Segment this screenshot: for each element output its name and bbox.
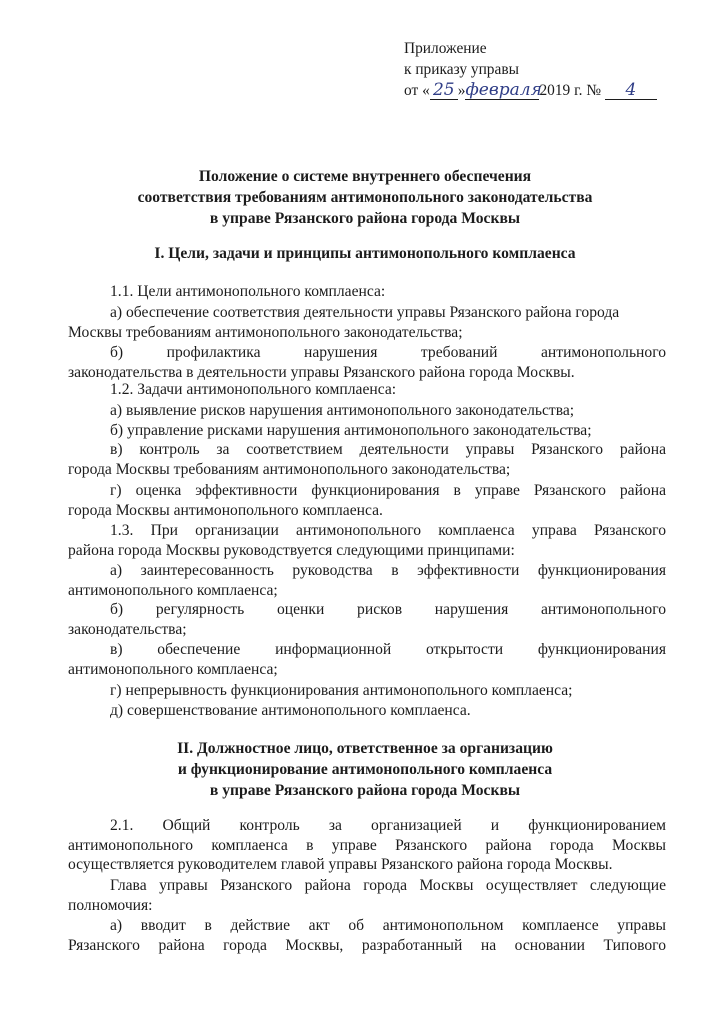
paragraph-line: осуществляется руководителем главой управы Рязанского района города Москвы. bbox=[68, 856, 613, 873]
heading-line: и функционирование антимонопольного комплаенса bbox=[177, 761, 553, 778]
heading-line: II. Должностное лицо, ответственное за организацию bbox=[177, 740, 553, 757]
paragraph-line: в) обеспечение информационной открытости функционирования bbox=[110, 641, 666, 658]
paragraph-line: а) обеспечение соответствия деятельности управы Рязанского района города bbox=[110, 304, 620, 321]
paragraph-line: а) вводит в действие акт об антимонопольном комплаенсе управы bbox=[110, 917, 666, 934]
clause-1-1: 1.1. Цели антимонопольного комплаенса: bbox=[110, 283, 386, 300]
section-1-heading: I. Цели, задачи и принципы антимонопольного комплаенса bbox=[154, 245, 576, 262]
appendix-date-line bbox=[404, 80, 657, 101]
paragraph-line: антимонопольного комплаенса; bbox=[68, 582, 278, 599]
paragraph-line: города Москвы требованиям антимонопольного законодательства; bbox=[68, 461, 511, 478]
paragraph-line: антимонопольного комплаенса в управе Рязанского района города Москвы bbox=[68, 837, 666, 854]
paragraph-line: а) выявление рисков нарушения антимонопольного законодательства; bbox=[110, 402, 575, 419]
paragraph-line: б) профилактика нарушения требований антимонопольного bbox=[110, 344, 666, 361]
handwritten-number: 4 bbox=[605, 81, 657, 100]
appendix-block bbox=[404, 38, 657, 101]
date-mid: » bbox=[457, 82, 466, 99]
paragraph-line: города Москвы антимонопольного комплаенса. bbox=[68, 502, 383, 519]
clause-1-2: 1.2. Задачи антимонопольного комплаенса: bbox=[110, 381, 397, 398]
paragraph-line: г) оценка эффективности функционирования в управе Рязанского района bbox=[110, 482, 666, 499]
appendix-order-ref: к приказу управы bbox=[404, 61, 519, 78]
paragraph-line: Глава управы Рязанского района города Москвы осуществляет следующие bbox=[110, 877, 666, 894]
section-2-heading bbox=[60, 738, 670, 801]
paragraph-line: полномочия: bbox=[68, 897, 153, 914]
paragraph-line: Рязанского района города Москвы, разработанный на основании Типового bbox=[68, 937, 666, 954]
handwritten-month: февраля bbox=[465, 80, 542, 100]
heading-line: в управе Рязанского района города Москвы bbox=[209, 782, 521, 799]
paragraph-line: района города Москвы руководствуется следующими принципами: bbox=[68, 542, 515, 559]
paragraph-line: законодательства в деятельности управы Рязанского района города Москвы. bbox=[68, 364, 575, 381]
date-year: 2019 г. № bbox=[539, 82, 602, 99]
paragraph-line: а) заинтересованность руководства в эффективности функционирования bbox=[110, 562, 666, 579]
clause-2-1: 2.1. Общий контроль за организацией и функционированием bbox=[110, 817, 666, 834]
title-line: Положение о системе внутреннего обеспечения bbox=[198, 168, 532, 185]
title-line: в управе Рязанского района города Москвы bbox=[209, 210, 521, 227]
paragraph-line: б) регулярность оценки рисков нарушения антимонопольного bbox=[110, 601, 666, 618]
paragraph-line: законодательства; bbox=[68, 621, 187, 638]
handwritten-day: 25 bbox=[430, 81, 458, 100]
title-line: соответствия требованиям антимонопольного законодательства bbox=[137, 189, 593, 206]
date-prefix: от « bbox=[404, 82, 430, 99]
paragraph-line: б) управление рисками нарушения антимонопольного законодательства; bbox=[110, 422, 592, 439]
paragraph-line: д) совершенствование антимонопольного комплаенса. bbox=[110, 702, 471, 719]
paragraph-line: в) контроль за соответствием деятельности управы Рязанского района bbox=[110, 441, 666, 458]
appendix-title: Приложение bbox=[404, 40, 487, 57]
paragraph-line: Москвы требованиям антимонопольного законодательства; bbox=[68, 324, 463, 341]
paragraph-line: антимонопольного комплаенса; bbox=[68, 661, 278, 678]
paragraph-line: г) непрерывность функционирования антимонопольного комплаенса; bbox=[110, 682, 573, 699]
clause-1-3: 1.3. При организации антимонопольного комплаенса управа Рязанского bbox=[110, 522, 666, 539]
document-title bbox=[60, 166, 670, 229]
